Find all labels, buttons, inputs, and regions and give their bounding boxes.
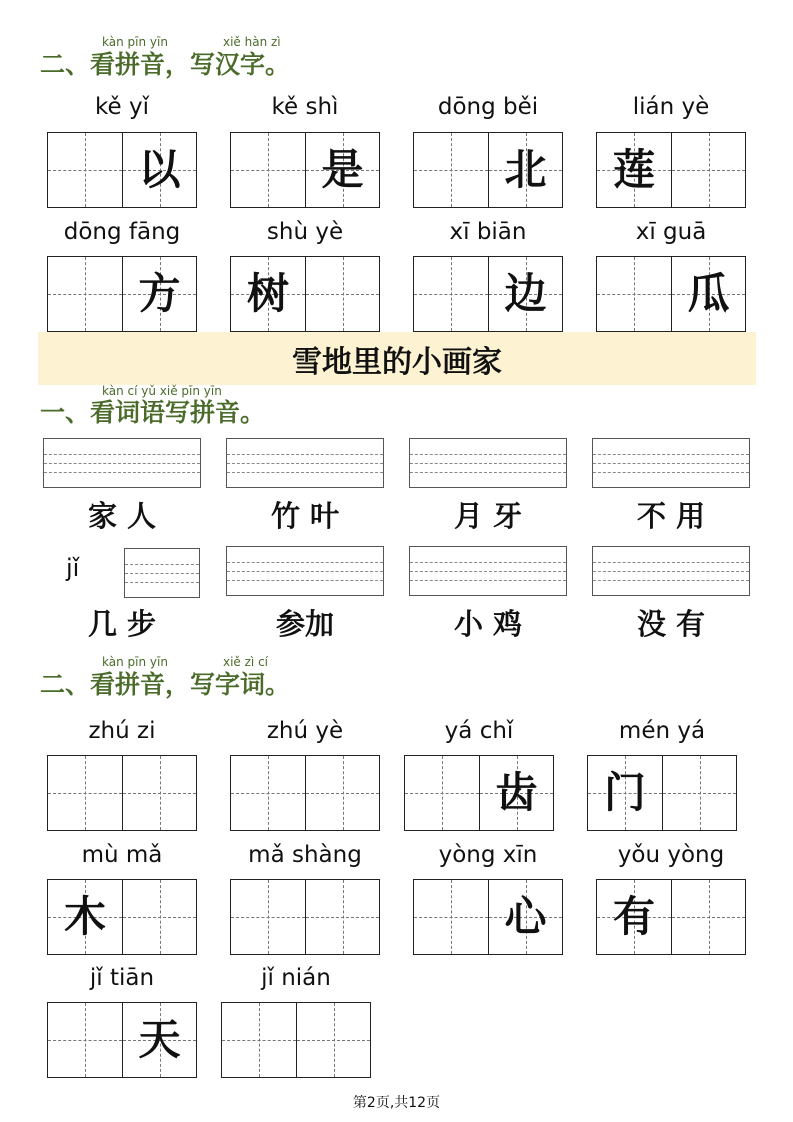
grid-character: 门 <box>603 768 646 817</box>
section-heading-write-words: 二、看拼音，写字词。 <box>40 670 291 699</box>
pinyin-label: xī guā <box>635 219 707 245</box>
grid-character <box>231 133 305 207</box>
tian-grid[interactable] <box>47 1002 197 1078</box>
grid-cell[interactable] <box>597 133 671 207</box>
tian-grid[interactable] <box>230 879 380 955</box>
grid-cell[interactable] <box>305 756 379 830</box>
tian-grid[interactable] <box>230 132 380 208</box>
grid-character <box>48 133 122 207</box>
grid-cell[interactable] <box>122 257 196 331</box>
tian-grid[interactable] <box>47 132 197 208</box>
pinyin-writing-lines[interactable] <box>592 546 750 596</box>
pinyin-label: yǒu yòng <box>617 842 725 868</box>
grid-character <box>306 257 379 331</box>
tian-grid[interactable] <box>413 132 563 208</box>
grid-cell[interactable] <box>222 1003 296 1077</box>
grid-cell[interactable] <box>122 1003 196 1077</box>
pinyin-writing-lines[interactable] <box>124 548 200 598</box>
pinyin-label: jǐ tiān <box>89 965 155 991</box>
pinyin-label: dōng běi <box>437 94 539 120</box>
grid-character <box>405 756 479 830</box>
grid-cell[interactable] <box>488 880 562 954</box>
grid-character <box>231 880 305 954</box>
vocab-word: 几 步 <box>87 607 157 641</box>
grid-character <box>123 756 196 830</box>
grid-cell[interactable] <box>305 257 379 331</box>
tian-grid[interactable] <box>230 256 380 332</box>
grid-cell[interactable] <box>414 880 488 954</box>
pinyin-label: shù yè <box>266 219 344 245</box>
grid-cell[interactable] <box>662 756 736 830</box>
grid-cell[interactable] <box>48 1003 122 1077</box>
grid-cell[interactable] <box>597 257 671 331</box>
grid-character: 方 <box>138 269 181 318</box>
grid-cell[interactable] <box>671 880 745 954</box>
grid-character: 有 <box>612 892 655 941</box>
pinyin-label: kě yǐ <box>95 94 149 120</box>
grid-cell[interactable] <box>231 133 305 207</box>
pinyin-label: yá chǐ <box>444 718 514 744</box>
tian-grid[interactable] <box>596 256 746 332</box>
grid-cell[interactable] <box>305 880 379 954</box>
grid-character <box>222 1003 296 1077</box>
vocab-word: 小 鸡 <box>453 607 523 641</box>
grid-cell[interactable] <box>48 133 122 207</box>
tian-grid[interactable] <box>596 879 746 955</box>
pinyin-label: xī biān <box>449 219 527 245</box>
grid-character: 以 <box>138 145 181 194</box>
pinyin-writing-lines[interactable] <box>409 546 567 596</box>
grid-character <box>414 880 488 954</box>
vocab-word: 参加 <box>275 607 334 641</box>
vocab-word: 月 牙 <box>453 499 523 533</box>
grid-character <box>48 756 122 830</box>
pinyin-label: mén yá <box>618 718 706 744</box>
grid-cell[interactable] <box>414 133 488 207</box>
heading-ruby-2: xiě hàn zì <box>223 35 281 49</box>
pinyin-label: lián yè <box>632 94 710 120</box>
grid-character: 树 <box>246 269 289 318</box>
heading-ruby-1: kàn pīn yīn <box>102 35 168 49</box>
tian-grid[interactable] <box>413 256 563 332</box>
grid-cell[interactable] <box>405 756 479 830</box>
page-footer: 第2页,共12页 <box>352 1095 441 1111</box>
lesson-title-banner: 雪地里的小画家 <box>38 332 756 385</box>
example-pinyin: jǐ <box>66 554 80 582</box>
grid-character <box>123 880 196 954</box>
grid-character <box>231 756 305 830</box>
heading-ruby-2: xiě zì cí <box>223 655 269 669</box>
grid-cell[interactable] <box>122 133 196 207</box>
tian-grid[interactable] <box>221 1002 371 1078</box>
grid-character <box>48 1003 122 1077</box>
grid-cell[interactable] <box>122 880 196 954</box>
grid-cell[interactable] <box>488 257 562 331</box>
pinyin-writing-lines[interactable] <box>226 546 384 596</box>
grid-character: 北 <box>504 145 547 194</box>
grid-cell[interactable] <box>671 133 745 207</box>
grid-character <box>672 880 745 954</box>
tian-grid[interactable] <box>47 879 197 955</box>
pinyin-label: yòng xīn <box>438 842 538 868</box>
vocab-word: 不 用 <box>636 499 706 533</box>
grid-character <box>306 880 379 954</box>
grid-cell[interactable] <box>231 880 305 954</box>
grid-cell[interactable] <box>488 133 562 207</box>
pinyin-label: kě shì <box>271 94 339 120</box>
tian-grid[interactable] <box>413 879 563 955</box>
grid-cell[interactable] <box>48 257 122 331</box>
grid-character: 天 <box>138 1015 181 1064</box>
grid-cell[interactable] <box>122 756 196 830</box>
grid-cell[interactable] <box>231 756 305 830</box>
pinyin-writing-lines[interactable] <box>592 438 750 488</box>
pinyin-label: jǐ nián <box>261 965 331 991</box>
grid-character: 瓜 <box>687 269 730 318</box>
tian-grid[interactable] <box>47 755 197 831</box>
grid-character <box>48 257 122 331</box>
grid-cell[interactable] <box>597 880 671 954</box>
grid-cell[interactable] <box>671 257 745 331</box>
heading-ruby-1: kàn pīn yīn <box>102 655 168 669</box>
grid-cell[interactable] <box>48 880 122 954</box>
vocab-word: 竹 叶 <box>270 499 340 533</box>
grid-cell[interactable] <box>414 257 488 331</box>
grid-character <box>306 756 379 830</box>
pinyin-label: zhú yè <box>266 718 344 744</box>
heading-ruby: kàn cí yǔ xiě pīn yīn <box>102 384 222 398</box>
section-heading-write-characters: 二、看拼音，写汉字。 <box>40 50 291 79</box>
grid-character <box>414 257 488 331</box>
vocab-word: 家 人 <box>87 499 157 533</box>
grid-character: 木 <box>63 892 106 941</box>
tian-grid[interactable] <box>587 755 737 831</box>
grid-character: 边 <box>504 269 547 318</box>
grid-character: 莲 <box>612 145 655 194</box>
grid-character: 是 <box>321 145 364 194</box>
pinyin-writing-lines[interactable] <box>43 438 201 488</box>
grid-character <box>663 756 736 830</box>
grid-character: 心 <box>504 892 547 941</box>
tian-grid[interactable] <box>596 132 746 208</box>
tian-grid[interactable] <box>47 256 197 332</box>
grid-cell[interactable] <box>231 257 305 331</box>
pinyin-label: mù mǎ <box>81 842 163 868</box>
vocab-word: 没 有 <box>636 607 706 641</box>
grid-character <box>597 257 671 331</box>
tian-grid[interactable] <box>404 755 554 831</box>
tian-grid[interactable] <box>230 755 380 831</box>
pinyin-writing-lines[interactable] <box>409 438 567 488</box>
pinyin-writing-lines[interactable] <box>226 438 384 488</box>
grid-cell[interactable] <box>48 756 122 830</box>
grid-cell[interactable] <box>296 1003 370 1077</box>
grid-character <box>414 133 488 207</box>
grid-character <box>297 1003 370 1077</box>
grid-cell[interactable] <box>588 756 662 830</box>
grid-cell[interactable] <box>305 133 379 207</box>
pinyin-label: zhú zi <box>88 718 156 744</box>
grid-character <box>672 133 745 207</box>
grid-cell[interactable] <box>479 756 553 830</box>
pinyin-label: dōng fāng <box>63 219 181 245</box>
grid-character: 齿 <box>495 768 538 817</box>
pinyin-label: mǎ shàng <box>248 842 362 868</box>
section-heading-write-pinyin: 一、看词语写拼音。 <box>40 398 266 427</box>
